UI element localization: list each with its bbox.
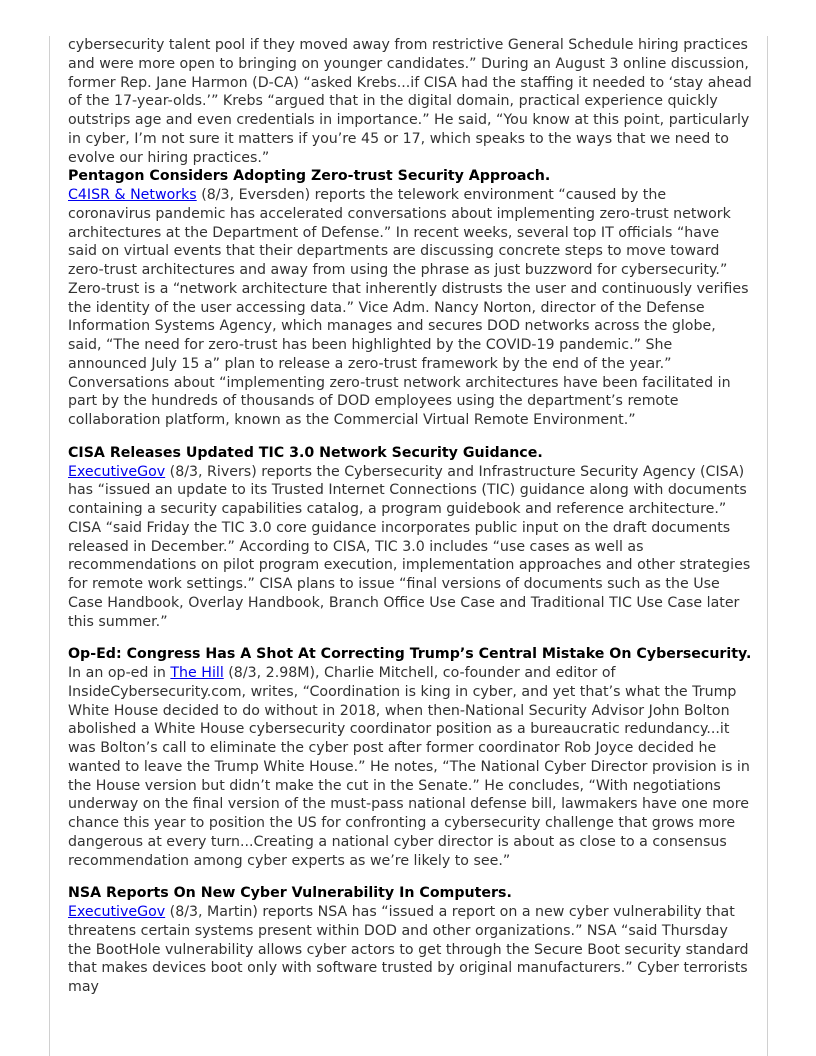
story-body-text: (8/3, Eversden) reports the telework environment “caused by the coronavirus pandemic has accelerated conversations about implementing zero-trust network architectures at the Department of Defense.” In recent weeks, several top IT officials “have said on virtual events that their departments are discussing concrete steps to move toward zero-trust architectures and away from using the phrase as just buzzword for cybersecurity.” Zero-trust is a “network architecture that inherently distrusts the user and continuously verifies the identity of the user accessing data.” Vice Adm. Nancy Norton, director of the Defense Information Systems Agency, which manages and secures DOD networks across the globe, said, “The need for zero-trust has been highlighted by the COVID-19 pandemic.” She announced July 15 a” plan to release a zero-trust framework by the end of the year.” Conversations about “implementing zero-trust network architectures have been facilitated in part by the hundreds of thousands of DOD employees using the department’s remote collaboration platform, known as the Commercial Virtual Remote Environment.”: [68, 187, 749, 428]
story-body: [68, 463, 752, 632]
source-link-the-hill[interactable]: The Hill: [170, 665, 224, 681]
story-tic-guidance: [68, 444, 752, 632]
story-body-text: (8/3, 2.98M), Charlie Mitchell, co-founder and editor of InsideCybersecurity.com, writes, “Coordination is king in cyber, and yet that’s what the Trump White House decided to do without in 2018, when then-National Security Advisor John Bolton abolished a White House cybersecurity coordinator position as a bureaucratic redundancy...it was Bolton’s call to eliminate the cyber post after former coordinator Rob Joyce decided he wanted to leave the Trump White House.” He notes, “The National Cyber Director provision is in the House version but didn’t make the cut in the Senate.” He concludes, “With negotiations underway on the final version of the must-pass national defense bill, lawmakers have one more chance this year to position the US for confronting a cybersecurity challenge that grows more dangerous at every turn...Creating a national cyber director is about as close to a consensus recommendation among cyber experts as we’re likely to see.”: [68, 665, 750, 869]
story-body: [68, 186, 752, 430]
story-body: [68, 903, 752, 997]
story-body-text: (8/3, Martin) reports NSA has “issued a report on a new cyber vulnerability that threatens certain systems present within DOD and other organizations.” NSA “said Thursday the BootHole vulnerability allows cyber actors to get through the Secure Boot security standard that makes devices boot only with software trusted by original manufacturers.” Cyber terrorists may: [68, 904, 749, 995]
story-zero-trust: [68, 167, 752, 430]
continued-paragraph: cybersecurity talent pool if they moved away from restrictive General Schedule hiring practices and were more open to bringing on younger candidates.” During an August 3 online discussion, former Rep. Jane Harmon (D-CA) “asked Krebs...if CISA had the staffing it needed to ‘stay ahead of the 17-year-olds.’” Krebs “argued that in the digital domain, practical experience quickly outstrips age and even credentials in importance.” He said, “You know at this point, particularly in cyber, I’m not sure it matters if you’re 45 or 17, which speaks to the ways that we need to evolve our hiring practices.”: [68, 37, 752, 166]
story-nsa-boothole: [68, 884, 752, 997]
story-headline: NSA Reports On New Cyber Vulnerability In Computers.: [68, 885, 512, 902]
source-link-executivegov[interactable]: ExecutiveGov: [68, 904, 166, 920]
story-body: [68, 664, 752, 870]
document-content: [68, 36, 752, 1011]
story-body-text: (8/3, Rivers) reports the Cybersecurity and Infrastructure Security Agency (CISA) has “issued an update to its Trusted Internet Connections (TIC) guidance along with documents containing a security capabilities catalog, a program guidebook and reference architecture.” CISA “said Friday the TIC 3.0 core guidance incorporates public input on the draft documents released in December.” According to CISA, TIC 3.0 includes “use cases as well as recommendations on pilot program execution, implementation approaches and other strategies for remote work settings.” CISA plans to issue “final versions of documents such as the Use Case Handbook, Overlay Handbook, Branch Office Use Case and Traditional TIC Use Case later this summer.”: [68, 463, 751, 630]
story-headline: CISA Releases Updated TIC 3.0 Network Security Guidance.: [68, 444, 543, 461]
story-body-prefix: In an op-ed in: [68, 665, 171, 681]
source-link-c4isr[interactable]: C4ISR & Networks: [68, 187, 197, 203]
story-headline: Op-Ed: Congress Has A Shot At Correcting Trump’s Central Mistake On Cybersecurity.: [68, 646, 752, 663]
story-op-ed: [68, 645, 752, 870]
story-headline: Pentagon Considers Adopting Zero-trust Security Approach.: [68, 168, 551, 185]
source-link-executivegov[interactable]: ExecutiveGov: [68, 463, 166, 480]
